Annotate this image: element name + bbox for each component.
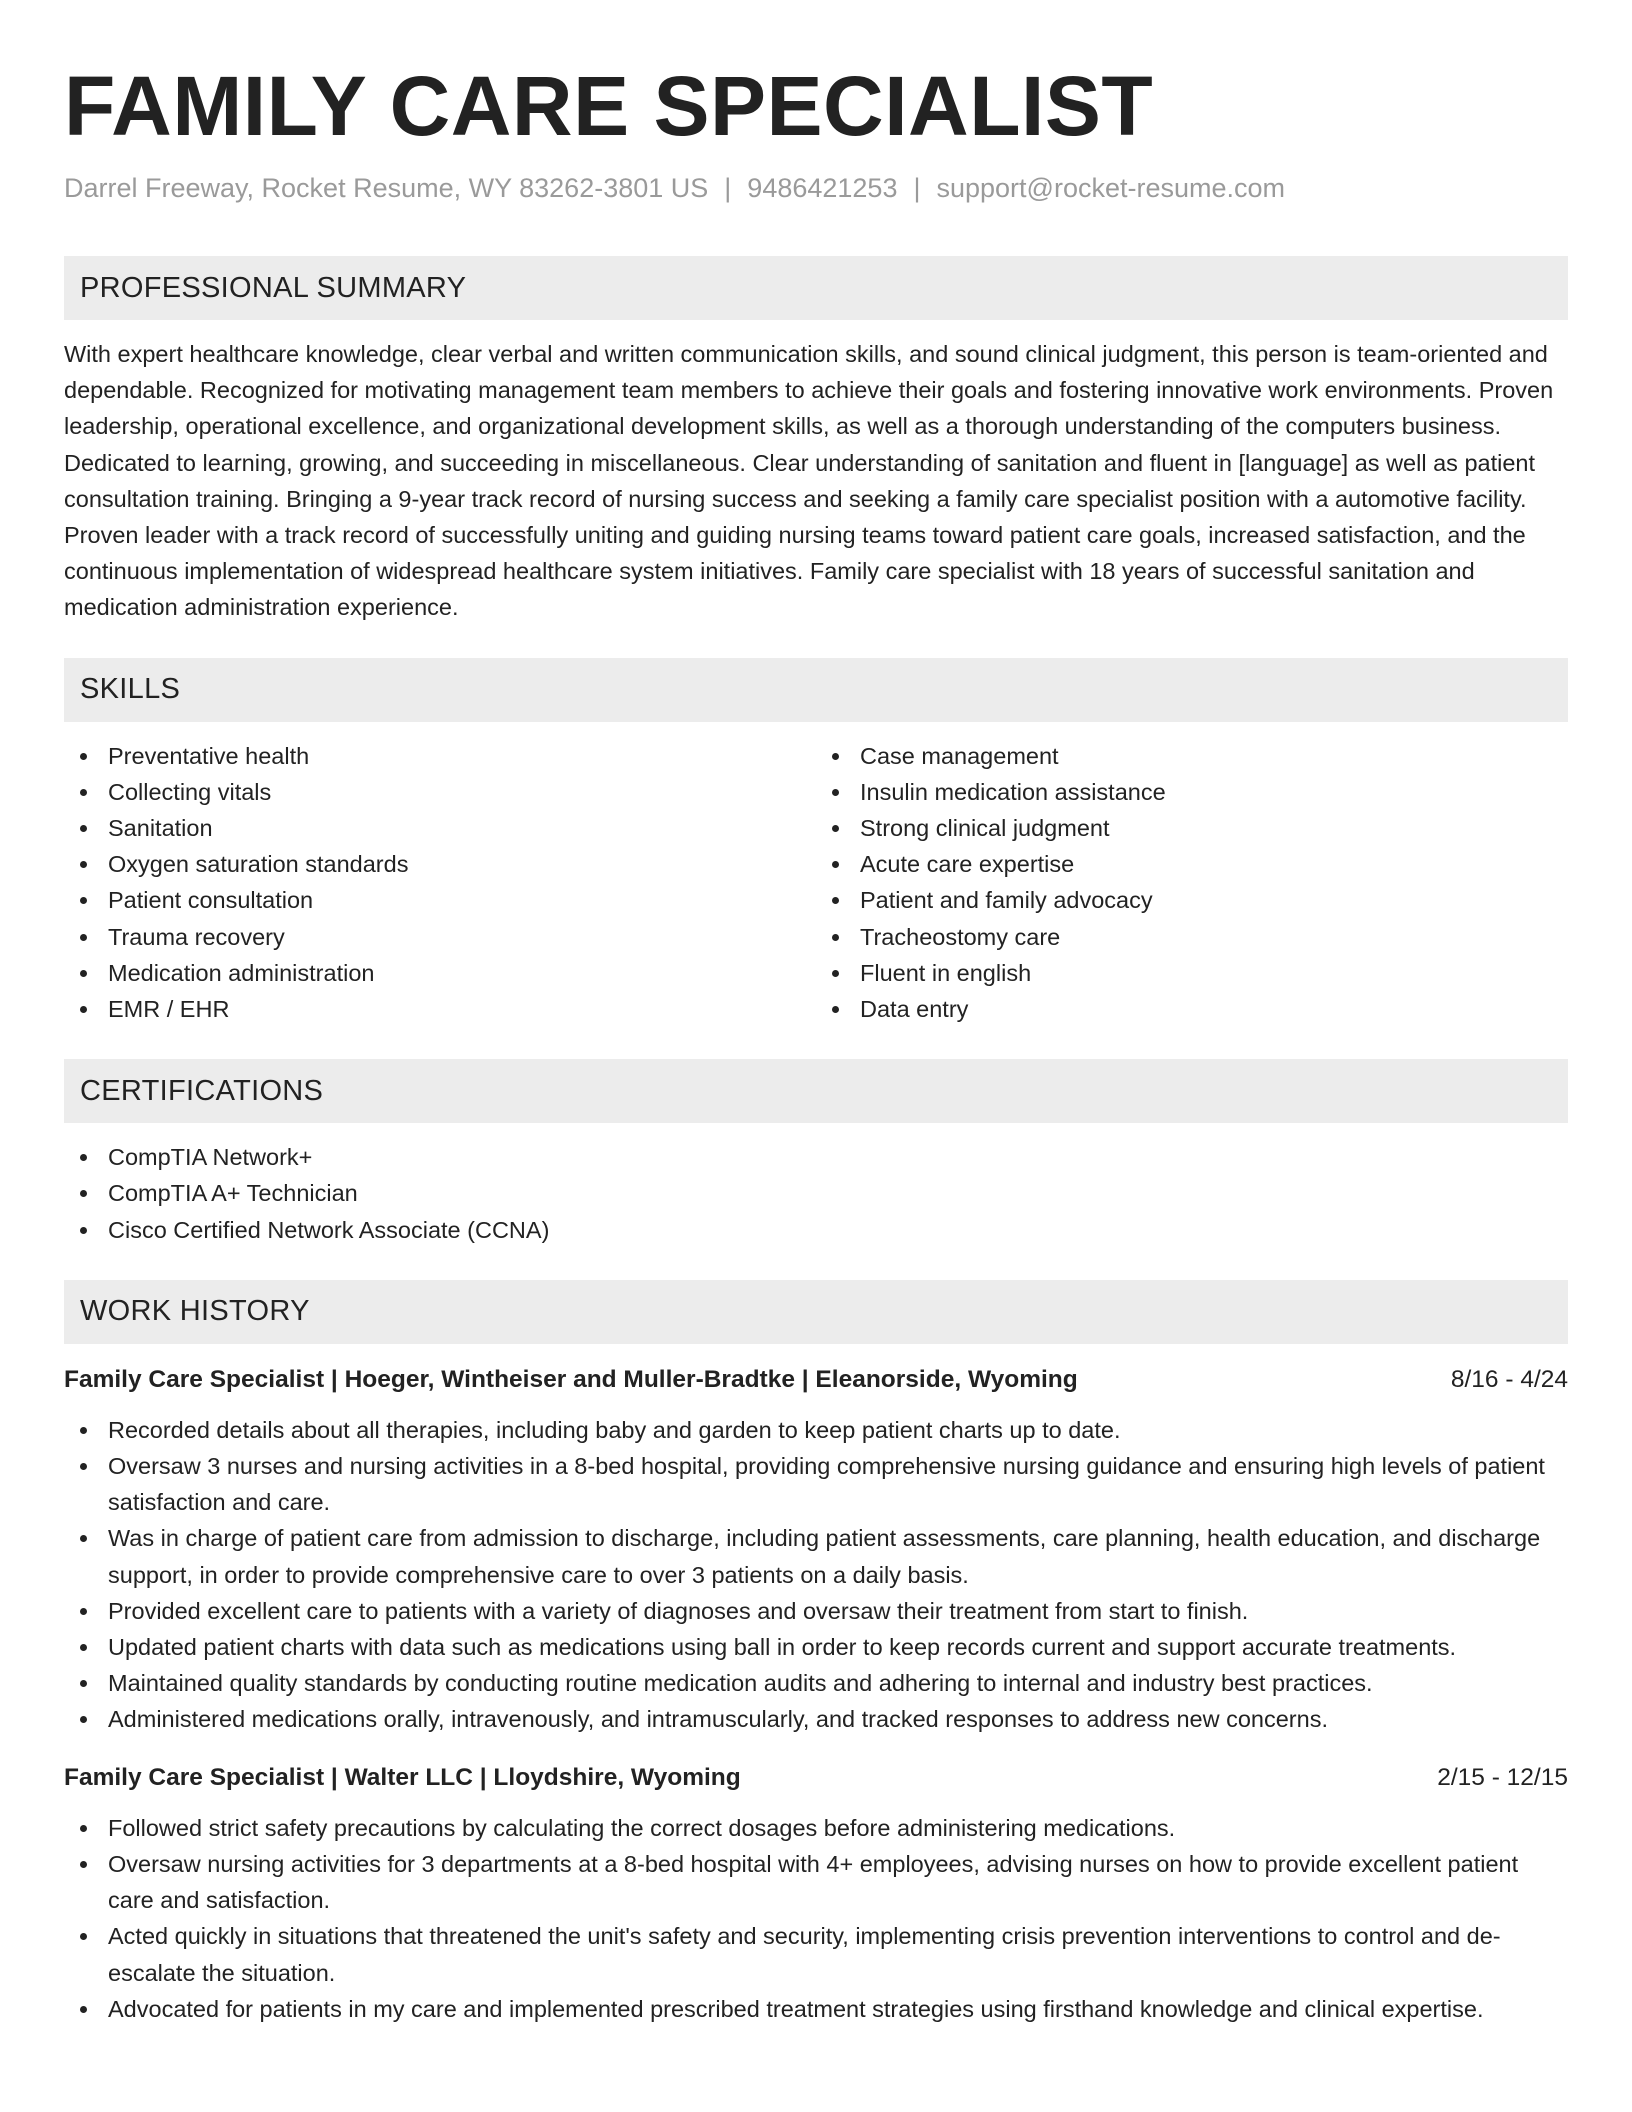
certifications-list	[64, 1139, 1568, 1248]
section-heading: WORK HISTORY	[80, 1295, 310, 1328]
job-header	[64, 1362, 1568, 1398]
contact-separator: |	[724, 173, 732, 203]
summary-text: With expert healthcare knowledge, clear verbal and written communication skills, and sound clinical judgment, this person is team-oriented and dependable. Recognized for motivating management team members to achieve their goals and fostering innovative work environments. Proven leadership, operational excellence, and organizational development skills, as well as a thorough understanding of the computers business. Dedicated to learning, growing, and succeeding in miscellaneous. Clear understanding of sanitation and fluent in [language] as well as patient consultation training. Bringing a 9-year track record of nursing success and seeking a family care specialist position with a automotive facility. Proven leader with a track record of successfully uniting and guiding nursing teams toward patient care goals, increased satisfaction, and the continuous implementation of widespread healthcare system initiatives. Family care specialist with 18 years of successful sanitation and medication administration experience.	[64, 341, 1554, 621]
job-header	[64, 1760, 1568, 1796]
section-header-skills	[64, 658, 1568, 722]
section-heading: CERTIFICATIONS	[80, 1074, 324, 1107]
section-heading: PROFESSIONAL SUMMARY	[80, 271, 467, 304]
skill-item: Fluent in english	[816, 955, 1568, 991]
job-entry	[64, 1362, 1568, 1738]
contact-phone: 9486421253	[747, 173, 898, 203]
section-header-summary	[64, 256, 1568, 320]
job-entry	[64, 1760, 1568, 2027]
job-duty: Followed strict safety precautions by calculating the correct dosages before administering medications.	[64, 1810, 1568, 1846]
contact-email: support@rocket-resume.com	[936, 173, 1286, 203]
skill-item: Preventative health	[64, 738, 816, 774]
section-header-certifications	[64, 1059, 1568, 1123]
job-duty: Was in charge of patient care from admission to discharge, including patient assessments, care planning, health education, and discharge support, in order to provide comprehensive care to over 3 patients on a daily basis.	[64, 1520, 1568, 1592]
skill-item: Sanitation	[64, 810, 816, 846]
certification-item: CompTIA A+ Technician	[64, 1175, 1568, 1211]
job-duty: Provided excellent care to patients with a variety of diagnoses and oversaw their treatment from start to finish.	[64, 1593, 1568, 1629]
skill-item: Case management	[816, 738, 1568, 774]
certification-item: Cisco Certified Network Associate (CCNA)	[64, 1212, 1568, 1248]
contact-address: Darrel Freeway, Rocket Resume, WY 83262-3801 US	[64, 173, 709, 203]
skill-item: Patient consultation	[64, 882, 816, 918]
skill-item: Trauma recovery	[64, 919, 816, 955]
skill-item: EMR / EHR	[64, 991, 816, 1027]
job-dates: 2/15 - 12/15	[1437, 1763, 1568, 1791]
resume-title: FAMILY CARE SPECIALIST	[64, 59, 1154, 153]
job-dates: 8/16 - 4/24	[1450, 1365, 1568, 1393]
section-header-work-history	[64, 1280, 1568, 1344]
skills-column-right	[816, 738, 1568, 1028]
job-duty: Updated patient charts with data such as medications using ball in order to keep records current and support accurate treatments.	[64, 1629, 1568, 1665]
job-duty: Maintained quality standards by conducting routine medication audits and adhering to internal and industry best practices.	[64, 1665, 1568, 1701]
job-duties-list	[64, 1412, 1568, 1738]
job-title: Family Care Specialist | Hoeger, Wintheiser and Muller-Bradtke | Eleanorside, Wyoming	[64, 1365, 1078, 1393]
job-duty: Oversaw 3 nurses and nursing activities in a 8-bed hospital, providing comprehensive nursing guidance and ensuring high levels of patient satisfaction and care.	[64, 1448, 1568, 1520]
skill-item: Oxygen saturation standards	[64, 846, 816, 882]
skill-item: Insulin medication assistance	[816, 774, 1568, 810]
skill-item: Collecting vitals	[64, 774, 816, 810]
job-duty: Oversaw nursing activities for 3 departments at a 8-bed hospital with 4+ employees, advising nurses on how to provide excellent patient care and satisfaction.	[64, 1846, 1568, 1918]
skill-item: Acute care expertise	[816, 846, 1568, 882]
job-duty: Administered medications orally, intravenously, and intramuscularly, and tracked responses to address new concerns.	[64, 1701, 1568, 1737]
certification-item: CompTIA Network+	[64, 1139, 1568, 1175]
skills-list	[64, 738, 1568, 1028]
job-title: Family Care Specialist | Walter LLC | Lloydshire, Wyoming	[64, 1763, 741, 1791]
skill-item: Tracheostomy care	[816, 919, 1568, 955]
job-duty: Acted quickly in situations that threatened the unit's safety and security, implementing crisis prevention interventions to control and de-escalate the situation.	[64, 1918, 1568, 1990]
job-duty: Recorded details about all therapies, including baby and garden to keep patient charts up to date.	[64, 1412, 1568, 1448]
contact-separator: |	[913, 173, 921, 203]
skills-column-left	[64, 738, 816, 1028]
contact-line	[64, 170, 1568, 206]
job-duty: Advocated for patients in my care and implemented prescribed treatment strategies using firsthand knowledge and clinical expertise.	[64, 1991, 1568, 2027]
section-heading: SKILLS	[80, 673, 181, 706]
skill-item: Medication administration	[64, 955, 816, 991]
skill-item: Patient and family advocacy	[816, 882, 1568, 918]
skill-item: Strong clinical judgment	[816, 810, 1568, 846]
skill-item: Data entry	[816, 991, 1568, 1027]
job-duties-list	[64, 1810, 1568, 2027]
